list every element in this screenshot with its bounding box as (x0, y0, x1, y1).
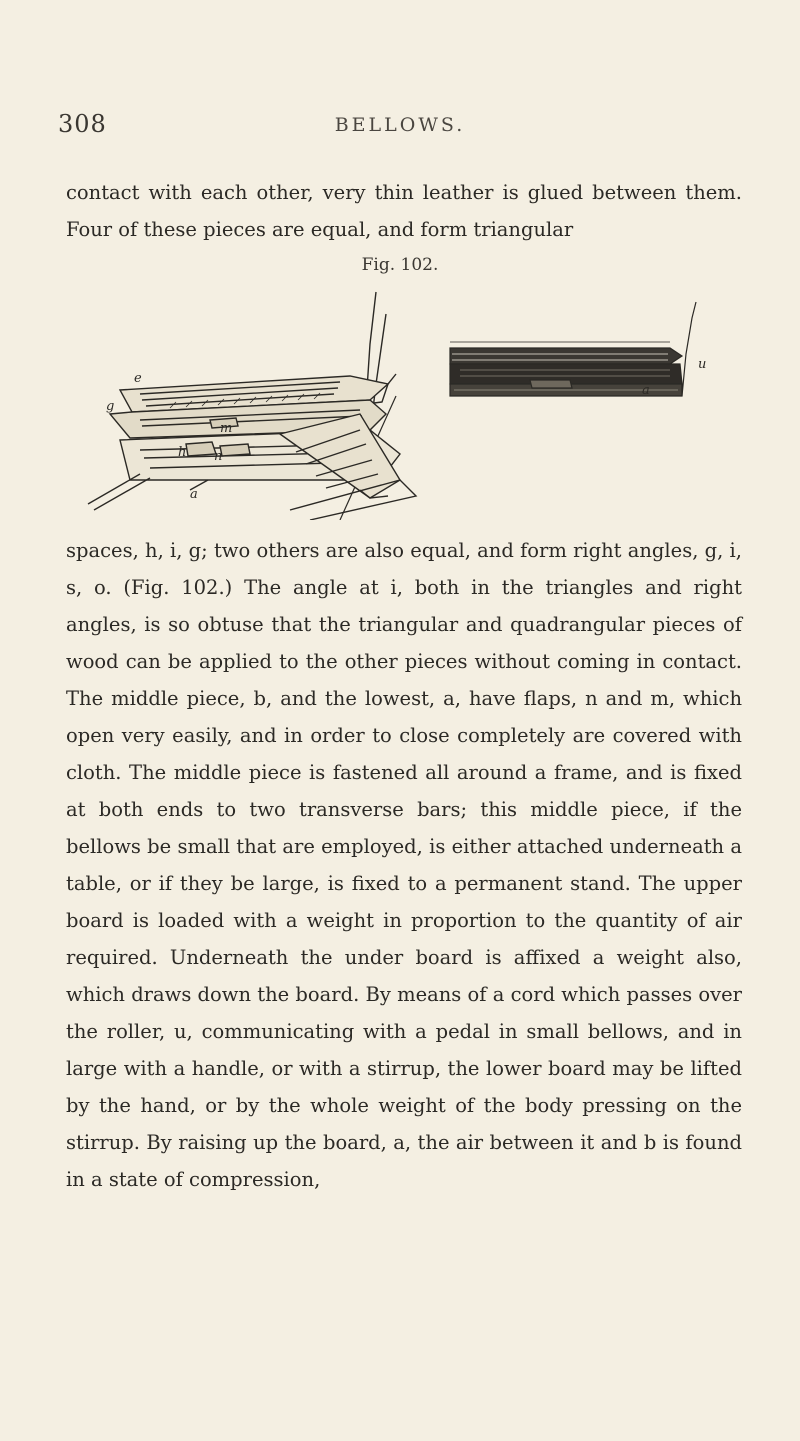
paragraph-bottom-text: spaces, h, i, g; two others are also equal, and form right angles, g, i, s, o. (Fig. 102.) The angle at i, both in the triangles and right angles, is so obtuse that the triangular and quadrangular pieces of wood can be applied to the other pieces without coming in contact. The middle piece, b, and the lowest, a, have flaps, n and m, which open very easily, and in order to close completely are covered with cloth. The middle piece is fastened all around a frame, and is fixed at both ends to two transverse bars; this middle piece, if the bellows be small that are employed, is either attached underneath a table, or if they be large, is fixed to a permanent stand. The upper board is loaded with a weight in proportion to the quantity of air required. Underneath the under board is affixed a weight also, which draws down the board. By means of a cord which passes over the roller, u, communicating with a pedal in small bellows, and in large with a handle, or with a stirrup, the lower board may be lifted by the hand, or by the whole weight of the body pressing on the stirrup. By raising up the board, a, the air between it and b is found in a state of compression, (66, 539, 742, 1191)
label-a-left: a (190, 487, 198, 502)
label-n: n (214, 449, 223, 464)
label-h: h (178, 445, 187, 460)
bellows-engraving (70, 284, 730, 520)
label-g: g (106, 399, 115, 414)
running-head: BELLOWS. (334, 114, 466, 136)
page-number: 308 (58, 110, 107, 138)
paragraph-top-text: contact with each other, very thin leather is glued between them. Four of these pieces are equal, and form triangular (66, 181, 742, 241)
page-header (58, 110, 742, 150)
paragraph-top (66, 174, 742, 248)
figure-102 (70, 284, 730, 520)
bellows-open-drawing (88, 292, 416, 520)
label-m: m (220, 421, 233, 436)
label-u: u (698, 357, 707, 372)
figure-caption: Fig. 102. (361, 255, 439, 275)
label-e: e (134, 371, 142, 386)
paragraph-bottom (66, 532, 742, 1198)
bellows-closed-drawing (450, 302, 696, 396)
label-a-right: a (642, 383, 650, 398)
